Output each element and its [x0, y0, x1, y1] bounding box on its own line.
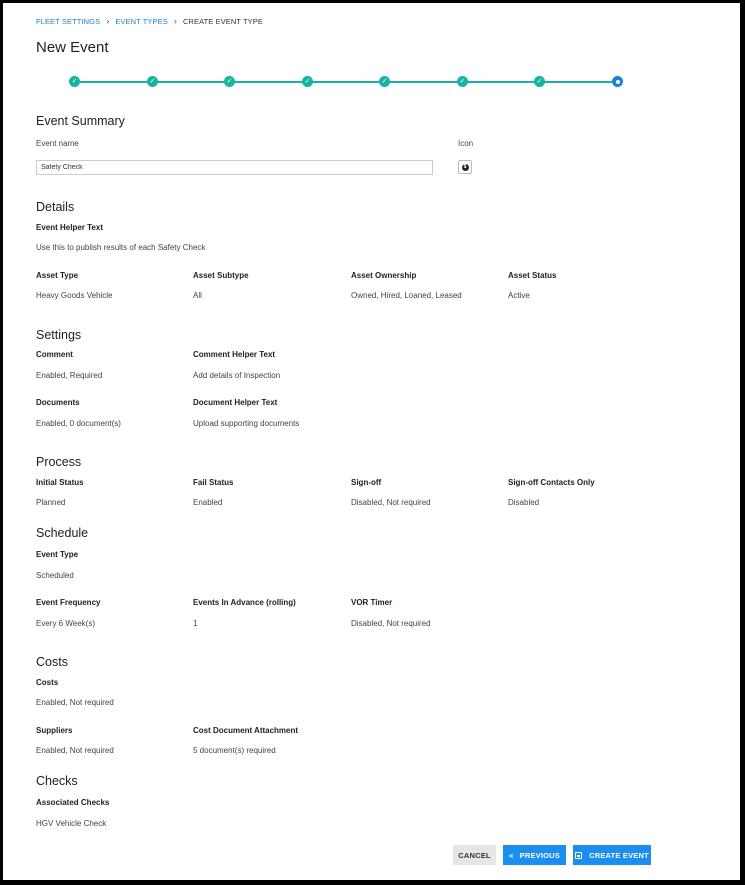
- cancel-button-label: CANCEL: [458, 850, 491, 860]
- signoff-value: Disabled, Not required: [351, 498, 431, 507]
- create-event-button-label: CREATE EVENT: [589, 850, 649, 860]
- documents-value: Enabled, 0 document(s): [36, 419, 121, 428]
- comment-value: Enabled, Required: [36, 371, 103, 380]
- comment-helper-value: Add details of Inspection: [193, 371, 281, 380]
- chevron-right-icon: ›: [173, 16, 177, 26]
- breadcrumb-current: CREATE EVENT TYPE: [182, 16, 263, 26]
- breadcrumb: [36, 16, 263, 26]
- events-in-advance-value: 1: [193, 619, 198, 628]
- asset-type-value: Heavy Goods Vehicle: [36, 291, 113, 300]
- cost-document-value: 5 document(s) required: [193, 746, 276, 755]
- costs-label: Costs: [36, 678, 59, 687]
- icon-picker-button[interactable]: [458, 160, 472, 174]
- document-helper-label: Document Helper Text: [193, 398, 278, 407]
- icon-label: Icon: [458, 139, 474, 148]
- event-frequency-value: Every 6 Week(s): [36, 619, 95, 628]
- fail-status-value: Enabled: [193, 498, 223, 507]
- initial-status-value: Planned: [36, 498, 66, 507]
- event-helper-label: Event Helper Text: [36, 223, 103, 232]
- previous-button[interactable]: [503, 845, 566, 865]
- create-event-button[interactable]: [573, 845, 651, 865]
- step-1-check-icon[interactable]: ✓: [69, 76, 80, 87]
- dollar-coin-icon: $: [462, 164, 469, 171]
- comment-helper-label: Comment Helper Text: [193, 350, 276, 359]
- breadcrumb-fleet-settings[interactable]: FLEET SETTINGS: [36, 16, 101, 26]
- schedule-heading: Schedule: [36, 526, 89, 540]
- vor-timer-value: Disabled, Not required: [351, 619, 431, 628]
- event-frequency-label: Event Frequency: [36, 598, 101, 607]
- details-heading: Details: [36, 200, 75, 214]
- page: [3, 3, 740, 880]
- fail-status-label: Fail Status: [193, 478, 234, 487]
- vor-timer-label: VOR Timer: [351, 598, 393, 607]
- signoff-contacts-value: Disabled: [508, 498, 540, 507]
- step-5-check-icon[interactable]: ✓: [379, 76, 390, 87]
- document-helper-value: Upload supporting documents: [193, 419, 300, 428]
- save-icon: [575, 852, 582, 859]
- documents-label: Documents: [36, 398, 80, 407]
- associated-checks-value: HGV Vehicle Check: [36, 819, 107, 828]
- step-4-check-icon[interactable]: ✓: [302, 76, 313, 87]
- asset-status-label: Asset Status: [508, 271, 557, 280]
- double-chevron-left-icon: «: [508, 850, 514, 860]
- event-helper-value: Use this to publish results of each Safety Check: [36, 243, 206, 252]
- step-7-check-icon[interactable]: ✓: [534, 76, 545, 87]
- step-8-current-icon[interactable]: [612, 76, 623, 87]
- chevron-right-icon: ›: [106, 16, 110, 26]
- comment-label: Comment: [36, 350, 73, 359]
- checks-heading: Checks: [36, 774, 78, 788]
- asset-type-label: Asset Type: [36, 271, 79, 280]
- process-heading: Process: [36, 455, 82, 469]
- suppliers-label: Suppliers: [36, 726, 73, 735]
- asset-status-value: Active: [508, 291, 530, 300]
- cancel-button[interactable]: [453, 845, 496, 865]
- event-type-label: Event Type: [36, 550, 79, 559]
- events-in-advance-label: Events In Advance (rolling): [193, 598, 296, 607]
- initial-status-label: Initial Status: [36, 478, 84, 487]
- asset-subtype-value: All: [193, 291, 202, 300]
- event-name-label: Event name: [36, 139, 79, 148]
- page-title: New Event: [36, 39, 109, 56]
- signoff-contacts-label: Sign-off Contacts Only: [508, 478, 595, 487]
- step-2-check-icon[interactable]: ✓: [147, 76, 158, 87]
- event-name-input[interactable]: [36, 160, 433, 175]
- suppliers-value: Enabled, Not required: [36, 746, 114, 755]
- asset-subtype-label: Asset Subtype: [193, 271, 249, 280]
- signoff-label: Sign-off: [351, 478, 382, 487]
- asset-ownership-label: Asset Ownership: [351, 271, 417, 280]
- costs-value: Enabled, Not required: [36, 698, 114, 707]
- costs-heading: Costs: [36, 655, 68, 669]
- settings-heading: Settings: [36, 328, 82, 342]
- step-3-check-icon[interactable]: ✓: [224, 76, 235, 87]
- event-type-value: Scheduled: [36, 571, 74, 580]
- cost-document-label: Cost Document Attachment: [193, 726, 299, 735]
- breadcrumb-event-types[interactable]: EVENT TYPES: [115, 16, 168, 26]
- previous-button-label: PREVIOUS: [519, 850, 561, 860]
- event-summary-heading: Event Summary: [36, 114, 125, 128]
- associated-checks-label: Associated Checks: [36, 798, 110, 807]
- step-6-check-icon[interactable]: ✓: [457, 76, 468, 87]
- asset-ownership-value: Owned, Hired, Loaned, Leased: [351, 291, 462, 300]
